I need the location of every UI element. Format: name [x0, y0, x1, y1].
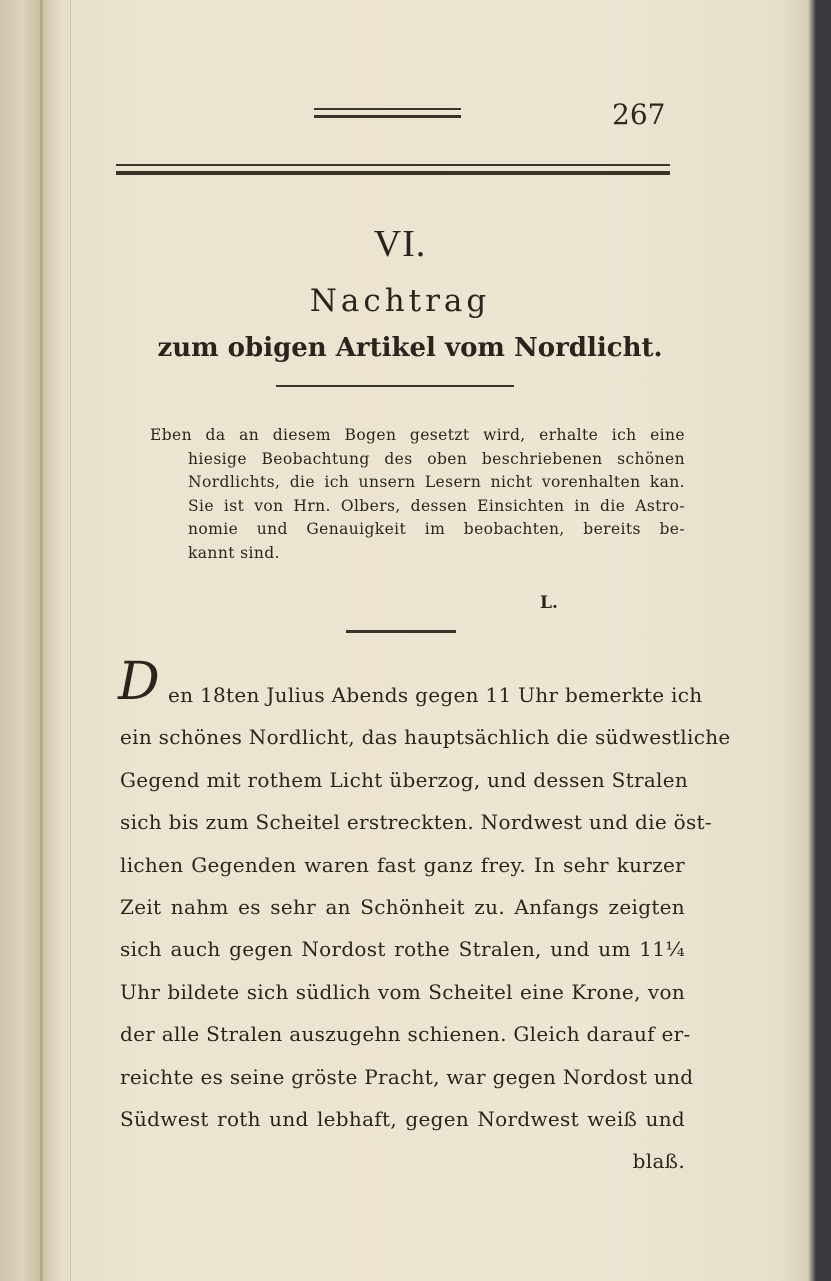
note-line: Eben da an diesem Bogen gesetzt wird, erhalte ich eine	[150, 426, 685, 444]
editor-note	[150, 424, 685, 565]
body-text	[120, 674, 731, 1183]
note-signature: L.	[540, 593, 558, 613]
header-short-rule-bottom	[314, 115, 461, 118]
body-line: Uhr bildete sich südlich vom Scheitel eine Krone, von	[120, 979, 685, 1004]
body-line: Zeit nahm es sehr an Schönheit zu. Anfangs zeigten	[120, 895, 685, 920]
body-line: blaß.	[632, 1149, 685, 1174]
page-fold	[40, 0, 43, 1281]
body-line: lichen Gegenden waren fast ganz frey. In sehr kurzer	[120, 852, 685, 877]
body-line: Südwest roth und lebhaft, gegen Nordwest weiß und	[120, 1107, 685, 1132]
page-number: 267	[612, 98, 666, 131]
note-line: hiesige Beobachtung des oben beschriebenen schönen	[188, 449, 685, 468]
body-line: reichte es seine gröste Pracht, war gegen Nordost und	[120, 1064, 694, 1089]
chapter-number: VI.	[373, 223, 427, 265]
body-line: sich auch gegen Nordost rothe Stralen, und um 11¼	[120, 937, 685, 962]
page-fold-inner	[70, 0, 71, 1281]
body-line: Gegend mit rothem Licht überzog, und dessen Stralen	[120, 767, 689, 792]
body-line: der alle Stralen auszugehn schienen. Gleich darauf er-	[120, 1022, 691, 1047]
note-line: Nordlichts, die ich unsern Lesern nicht vorenhalten kan.	[188, 473, 685, 491]
body-line: en 18ten Julius Abends gegen 11 Uhr bemerkte ich	[168, 683, 703, 707]
body-line: sich bis zum Scheitel erstreckten. Nordwest und die öst-	[120, 810, 712, 835]
body-line: ein schönes Nordlicht, das hauptsächlich die südwestliche	[120, 725, 731, 750]
note-line: kannt sind.	[188, 543, 280, 562]
title-divider	[276, 385, 514, 387]
article-subtitle: zum obigen Artikel vom Nordlicht.	[157, 333, 663, 363]
note-line: Sie ist von Hrn. Olbers, dessen Einsichten in die Astro-	[188, 496, 685, 515]
header-long-rule-top	[116, 164, 670, 166]
note-divider	[346, 630, 456, 633]
note-line: nomie und Genauigkeit im beobachten, bereits be-	[188, 520, 685, 538]
article-title: Nachtrag	[309, 283, 491, 319]
header-short-rule-top	[314, 108, 461, 110]
drop-capital: D	[118, 652, 160, 712]
header-long-rule-bottom	[116, 171, 670, 175]
